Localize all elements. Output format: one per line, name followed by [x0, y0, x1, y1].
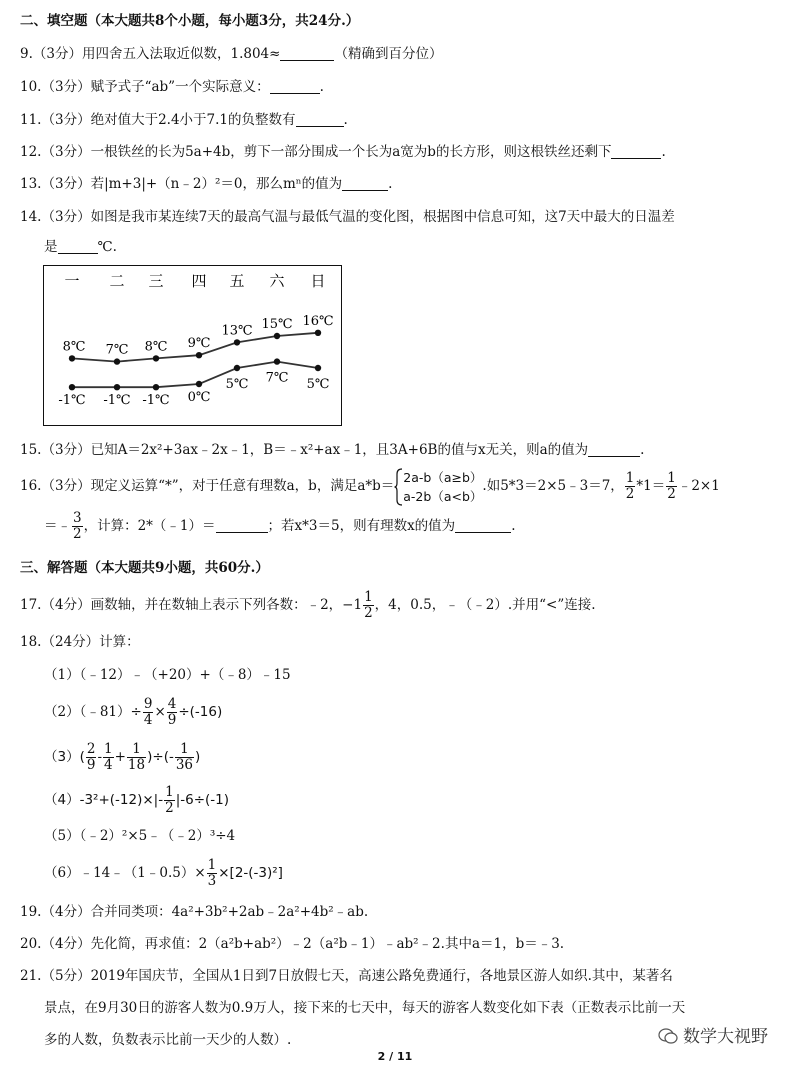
data-label: 9℃ — [187, 336, 211, 352]
data-point — [274, 333, 280, 339]
day-label: 三 — [148, 272, 164, 290]
data-point — [234, 365, 240, 371]
day-label: 日 — [310, 272, 326, 290]
data-point — [315, 330, 321, 336]
q18-part-5: （5）（﹣2）²×5﹣（﹣2）³÷4 — [44, 828, 236, 844]
q18-part-6: （6）﹣14﹣（1﹣0.5）× $\frac{1}{3}$ ×[2-(-3)²] — [44, 857, 283, 889]
section2-heading: 二、填空题（本大题共8个小题，每小题3分，共24分.） — [20, 13, 360, 29]
data-point — [234, 339, 240, 345]
data-label: 7℃ — [265, 370, 289, 386]
day-label: 五 — [229, 272, 245, 290]
data-label: 8℃ — [62, 339, 86, 355]
day-label: 四 — [191, 272, 207, 290]
piecewise-definition — [394, 467, 482, 507]
data-point — [196, 352, 202, 358]
q18-part-4: （4）-3²+(-12)×|- $\frac{1}{2}$ |-6÷(-1) — [44, 784, 230, 816]
data-label: 15℃ — [261, 317, 293, 332]
left-brace-icon — [394, 468, 403, 506]
data-point — [196, 381, 202, 387]
answer-blank[interactable] — [611, 144, 661, 159]
question-21: 21.（5分）2019年国庆节，全国从1日到7日放假七天，高速公路免费通行，各地景区游人如织.其中，某著名 — [20, 968, 673, 984]
answer-blank[interactable] — [280, 46, 334, 61]
day-label: 六 — [269, 272, 285, 290]
data-label: 5℃ — [306, 377, 330, 392]
answer-blank[interactable] — [588, 442, 640, 457]
answer-blank[interactable] — [455, 518, 511, 533]
data-point — [69, 384, 75, 390]
question-18: 18.（24分）计算： — [20, 634, 140, 650]
data-point — [114, 358, 120, 364]
question-10: 10.（3分）赋予式子“ab”一个实际意义： . — [20, 79, 324, 95]
question-14: 14.（3分）如图是我市某连续7天的最高气温与最低气温的变化图，根据图中信息可知，这7天中最大的日温差 — [20, 209, 675, 225]
case-1: 2a-b（a≥b） — [403, 470, 483, 485]
temperature-chart-svg — [44, 266, 341, 425]
watermark-text: 数学大视野 — [683, 1027, 768, 1047]
case-2: a-2b（a<b） — [403, 489, 483, 504]
data-label: 13℃ — [221, 323, 253, 339]
question-16: 16.（3分）现定义运算“*”，对于任意有理数a，b，满足a*b＝ 2a-b（a≥b） a-2b（a<b） .如5*3＝2×5﹣3＝7， $\frac{1}{2}$ *1＝ $\frac{1}{2}$ ﹣2×1 — [20, 466, 720, 507]
temperature-chart — [43, 265, 342, 426]
data-point — [114, 384, 120, 390]
question-16-line2: ＝﹣ $\frac{3}{2}$ ，计算：2*（﹣1）＝ ；若x*3＝5，则有理数x的值为 . — [44, 510, 516, 542]
question-15: 15.（3分）已知A＝2x²+3ax﹣2x﹣1，B＝﹣x²+ax﹣1，且3A+6B的值与x无关，则a的值为 . — [20, 442, 645, 458]
data-label: -1℃ — [142, 393, 170, 409]
answer-blank[interactable] — [58, 239, 98, 254]
question-9: 9.（3分）用四舍五入法取近似数，1.804≈ （精确到百分位） — [20, 46, 443, 62]
q18-part-1: （1）（﹣12）﹣（+20）+（﹣8）﹣15 — [44, 667, 291, 683]
answer-blank[interactable] — [342, 176, 388, 191]
question-17: 17.（4分）画数轴，并在数轴上表示下列各数：﹣2，−1 $\frac{1}{2}$ ，4，0.5，﹣（﹣2）.并用“<”连接. — [20, 589, 596, 621]
day-label: 一 — [64, 272, 80, 290]
data-point — [153, 384, 159, 390]
question-21-line2: 景点，在9月30日的游客人数为0.9万人，接下来的七天中，每天的游客人数变化如下表（正数表示比前一天 — [44, 1000, 686, 1016]
data-label: 16℃ — [302, 313, 334, 329]
data-point — [153, 355, 159, 361]
question-12: 12.（3分）一根铁丝的长为5a+4b，剪下一部分围成一个长为a宽为b的长方形，则这根铁丝还剩下 . — [20, 144, 666, 160]
data-label: -1℃ — [103, 393, 131, 409]
wechat-icon — [658, 1027, 678, 1045]
answer-blank[interactable] — [270, 79, 320, 94]
question-11: 11.（3分）绝对值大于2.4小于7.1的负整数有 . — [20, 112, 348, 128]
data-point — [274, 358, 280, 364]
answer-blank[interactable] — [296, 112, 344, 127]
data-label: 0℃ — [187, 390, 211, 405]
data-label: -1℃ — [58, 393, 86, 409]
data-label: 5℃ — [225, 377, 249, 392]
q18-part-3: （3）( $\frac{2}{9}$ - $\frac{1}{4}$ + $\frac{1}{18}$ )÷(- $\frac{1}{36}$ ) — [44, 741, 201, 773]
day-label: 二 — [109, 272, 125, 290]
question-20: 20.（4分）先化简，再求值：2（a²b+ab²）﹣2（a²b﹣1）﹣ab²﹣2.其中a＝1，b＝﹣3. — [20, 936, 565, 952]
data-point — [69, 355, 75, 361]
question-19: 19.（4分）合并同类项：4a²+3b²+2ab﹣2a²+4b²﹣ab. — [20, 904, 369, 920]
page-number: 2 / 11 — [377, 1050, 413, 1063]
watermark — [658, 1022, 768, 1047]
q18-part-2: （2）（﹣81）÷ $\frac{9}{4}$ × $\frac{4}{9}$ ÷(-16) — [44, 696, 223, 728]
question-14-line2: 是 ℃. — [44, 239, 117, 255]
question-13: 13.（3分）若|m+3|+（n﹣2）²＝0，那么mⁿ的值为 . — [20, 176, 393, 192]
data-point — [315, 365, 321, 371]
section3-heading: 三、解答题（本大题共9小题，共60分.） — [20, 560, 269, 576]
question-21-line3: 多的人数，负数表示比前一天少的人数）. — [44, 1032, 292, 1048]
answer-blank[interactable] — [216, 518, 268, 533]
data-label: 7℃ — [105, 342, 129, 358]
data-label: 8℃ — [144, 339, 168, 355]
